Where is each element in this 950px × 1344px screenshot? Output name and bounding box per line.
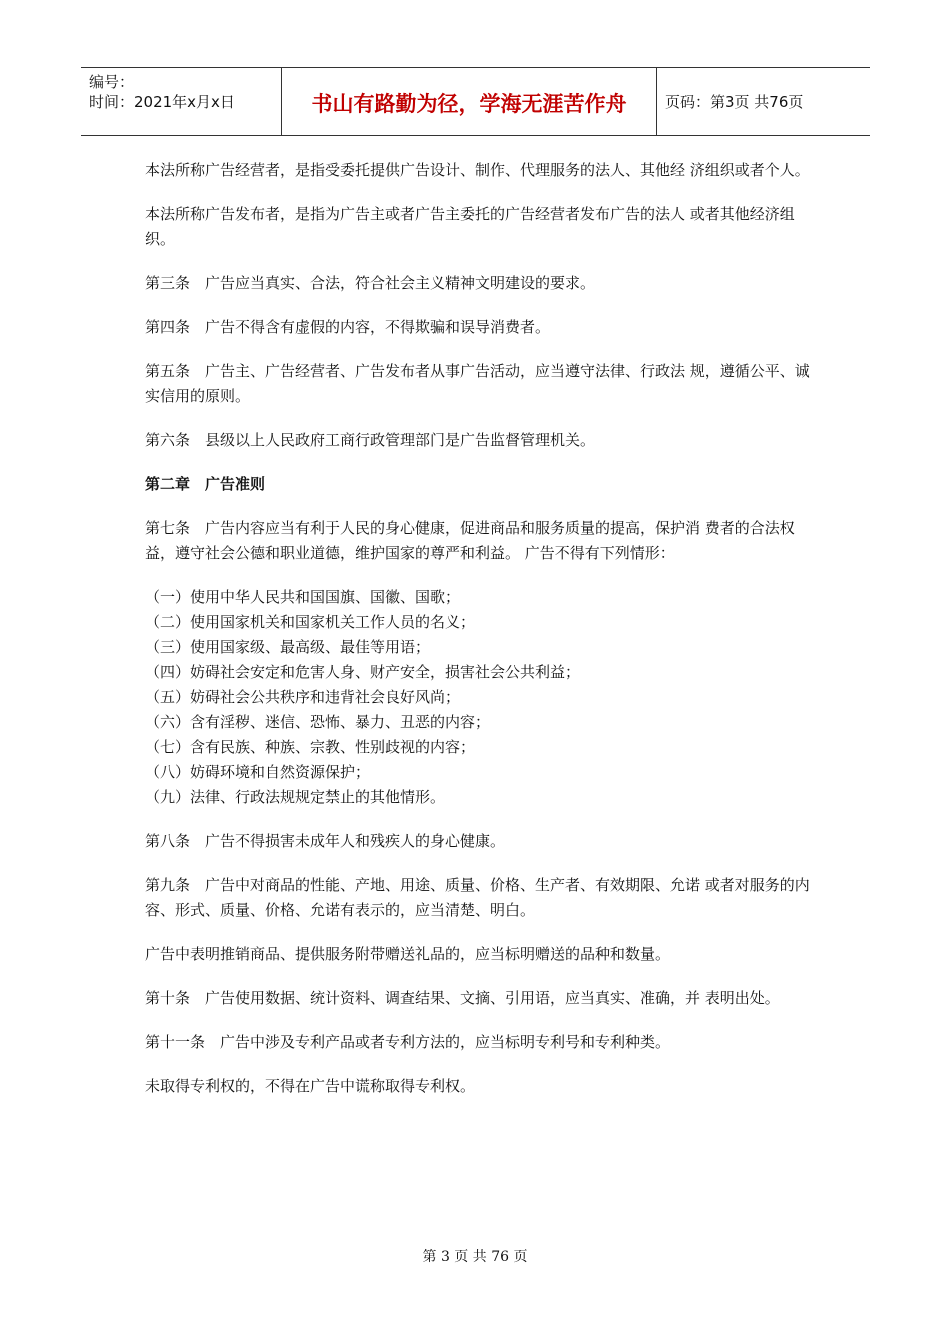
article-3: 第三条 广告应当真实、合法，符合社会主义精神文明建设的要求。: [145, 274, 596, 292]
article-11: 第十一条 广告中涉及专利产品或者专利方法的，应当标明专利号和专利种类。: [145, 1033, 671, 1051]
list-item: （五）妨碍社会公共秩序和违背社会良好风尚；: [145, 688, 461, 706]
page-footer: 第 3 页 共 76 页: [422, 1249, 528, 1265]
chapter-heading: 第二章 广告准则: [145, 475, 266, 493]
document-number-label: 编号：: [89, 73, 135, 91]
list-item: （四）妨碍社会安定和危害人身、财产安全，损害社会公共利益；: [145, 663, 581, 681]
list-item: （七）含有民族、种族、宗教、性别歧视的内容；: [145, 738, 476, 756]
paragraph: 广告中表明推销商品、提供服务附带赠送礼品的，应当标明赠送的品种和数量。: [145, 945, 671, 963]
header-meta: [81, 68, 282, 135]
paragraph: 未取得专利权的，不得在广告中谎称取得专利权。: [145, 1077, 476, 1095]
list-item: （六）含有淫秽、迷信、恐怖、暴力、丑恶的内容；: [145, 713, 491, 731]
list-item: （九）法律、行政法规规定禁止的其他情形。: [145, 788, 446, 806]
article-7: 第七条 广告内容应当有利于人民的身心健康，促进商品和服务质量的提高，保护消 费者的合法权益，遵守社会公德和职业道德，维护国家的尊严和利益。 广告不得有下列情形：: [145, 519, 795, 562]
header-page-info: 页码：第3页 共76页: [665, 93, 804, 111]
document-body: [145, 158, 815, 1118]
header-motto: 书山有路勤为径，学海无涯苦作舟: [282, 68, 657, 135]
paragraph: 本法所称广告发布者，是指为广告主或者广告主委托的广告经营者发布广告的法人 或者其他经济组织。: [145, 205, 795, 248]
article-4: 第四条 广告不得含有虚假的内容，不得欺骗和误导消费者。: [145, 318, 551, 336]
article-8: 第八条 广告不得损害未成年人和残疾人的身心健康。: [145, 832, 506, 850]
document-time-label: 时间：2021年x月x日: [89, 93, 235, 111]
paragraph: 本法所称广告经营者，是指受委托提供广告设计、制作、代理服务的法人、其他经 济组织或者个人。: [145, 161, 810, 179]
article-6: 第六条 县级以上人民政府工商行政管理部门是广告监督管理机关。: [145, 431, 596, 449]
list-item: （二）使用国家机关和国家机关工作人员的名义；: [145, 613, 476, 631]
article-9: 第九条 广告中对商品的性能、产地、用途、质量、价格、生产者、有效期限、允诺 或者对服务的内容、形式、质量、价格、允诺有表示的，应当清楚、明白。: [145, 876, 810, 919]
prohibited-list: [145, 585, 815, 810]
list-item: （一）使用中华人民共和国国旗、国徽、国歌；: [145, 588, 461, 606]
page-header: [81, 67, 870, 136]
article-5: 第五条 广告主、广告经营者、广告发布者从事广告活动，应当遵守法律、行政法 规，遵循公平、诚实信用的原则。: [145, 362, 810, 405]
article-10: 第十条 广告使用数据、统计资料、调查结果、文摘、引用语，应当真实、准确，并 表明出处。: [145, 989, 780, 1007]
list-item: （三）使用国家级、最高级、最佳等用语；: [145, 638, 431, 656]
list-item: （八）妨碍环境和自然资源保护；: [145, 763, 371, 781]
